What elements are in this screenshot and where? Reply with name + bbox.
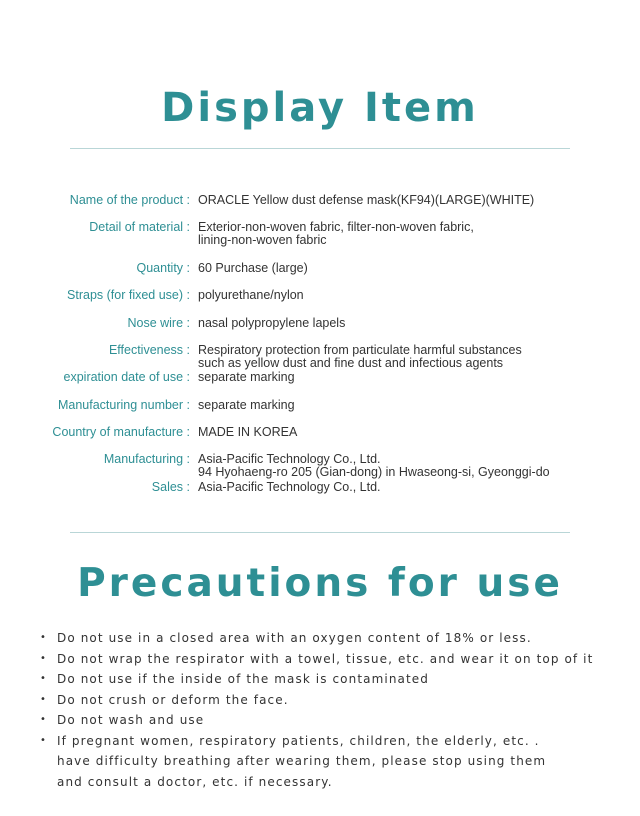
spec-row bbox=[0, 370, 640, 384]
spec-value bbox=[198, 399, 618, 412]
spec-value bbox=[198, 481, 618, 494]
spec-label: Manufacturing number : bbox=[57, 398, 190, 412]
spec-label: Straps (for fixed use) : bbox=[67, 288, 190, 302]
spec-label: Name of the product : bbox=[69, 193, 190, 207]
precaution-text: and consult a doctor, etc. if necessary. bbox=[57, 774, 333, 789]
spec-row bbox=[0, 261, 640, 275]
spec-value-line: ORACLE Yellow dust defense mask(KF94)(LARGE)(WHITE) bbox=[198, 193, 535, 207]
precaution-list bbox=[40, 628, 630, 792]
bullet-icon: • bbox=[40, 652, 47, 664]
precaution-text: Do not use if the inside of the mask is contaminated bbox=[57, 672, 429, 686]
spec-row bbox=[0, 480, 640, 494]
spec-label: expiration date of use : bbox=[63, 370, 190, 384]
display-item-title: Display Item bbox=[161, 85, 479, 131]
spec-value-line: Asia-Pacific Technology Co., Ltd. bbox=[198, 480, 381, 494]
precaution-item bbox=[40, 649, 630, 670]
section-divider bbox=[70, 148, 570, 149]
spec-value-line: 60 Purchase (large) bbox=[198, 261, 308, 275]
spec-value-line: polyurethane/nylon bbox=[198, 288, 304, 302]
bullet-icon: • bbox=[40, 673, 47, 684]
spec-value bbox=[198, 371, 618, 384]
precaution-text: Do not crush or deform the face. bbox=[57, 692, 289, 707]
spec-value-line: nasal polypropylene lapels bbox=[198, 316, 346, 330]
bullet-icon: • bbox=[40, 714, 47, 725]
precaution-item bbox=[40, 690, 630, 711]
bullet-icon: • bbox=[40, 693, 47, 705]
precaution-item bbox=[40, 731, 630, 752]
precaution-text: Do not wash and use bbox=[57, 713, 205, 727]
spec-value bbox=[198, 289, 618, 302]
precaution-item bbox=[40, 710, 630, 731]
precaution-text: If pregnant women, respiratory patients, children, the elderly, etc. . bbox=[57, 733, 540, 748]
spec-label: Nose wire : bbox=[127, 316, 190, 330]
precaution-text: have difficulty breathing after wearing them, please stop using them bbox=[57, 754, 547, 768]
spec-value-line: Asia-Pacific Technology Co., Ltd. bbox=[198, 452, 381, 466]
bullet-icon: • bbox=[40, 734, 47, 746]
spec-row bbox=[0, 288, 640, 302]
spec-row bbox=[0, 343, 640, 370]
spec-label: Quantity : bbox=[136, 261, 190, 275]
spec-value bbox=[198, 344, 618, 370]
spec-row bbox=[0, 193, 640, 207]
spec-value-line: 94 Hyohaeng-ro 205 (Gian-dong) in Hwaseong-si, Gyeonggi-do bbox=[198, 465, 550, 479]
spec-row bbox=[0, 220, 640, 247]
spec-value-line: lining-non-woven fabric bbox=[198, 233, 327, 247]
spec-value-line: MADE IN KOREA bbox=[198, 425, 298, 439]
spec-value bbox=[198, 453, 618, 479]
spec-value-line: separate marking bbox=[198, 370, 295, 384]
spec-value bbox=[198, 221, 618, 247]
spec-row bbox=[0, 398, 640, 412]
spec-value bbox=[198, 194, 618, 207]
bullet-icon bbox=[40, 772, 57, 793]
precautions-title: Precautions for use bbox=[77, 561, 563, 606]
precaution-text: Do not wrap the respirator with a towel, tissue, etc. and wear it on top of it bbox=[57, 651, 594, 666]
bullet-icon bbox=[40, 751, 57, 772]
spec-value-line: separate marking bbox=[198, 398, 295, 412]
precaution-item bbox=[40, 772, 630, 793]
spec-label: Detail of material : bbox=[89, 220, 190, 234]
spec-label: Effectiveness : bbox=[108, 343, 190, 357]
precaution-item bbox=[40, 628, 630, 649]
spec-value bbox=[198, 262, 618, 275]
section-divider bbox=[70, 532, 570, 533]
spec-value-line: such as yellow dust and fine dust and infectious agents bbox=[198, 356, 504, 370]
spec-label: Country of manufacture : bbox=[52, 425, 190, 439]
spec-row bbox=[0, 425, 640, 439]
spec-value-line: Exterior-non-woven fabric, filter-non-woven fabric, bbox=[198, 220, 474, 234]
spec-value bbox=[198, 317, 618, 330]
spec-value-line: Respiratory protection from particulate harmful substances bbox=[198, 343, 522, 357]
spec-row bbox=[0, 316, 640, 330]
precaution-item bbox=[40, 669, 630, 690]
spec-value bbox=[198, 426, 618, 439]
precaution-text: Do not use in a closed area with an oxygen content of 18% or less. bbox=[57, 631, 532, 645]
precaution-item bbox=[40, 751, 630, 772]
spec-label: Manufacturing : bbox=[103, 452, 190, 466]
bullet-icon: • bbox=[40, 632, 47, 643]
spec-label: Sales : bbox=[151, 480, 190, 494]
spec-row bbox=[0, 452, 640, 479]
